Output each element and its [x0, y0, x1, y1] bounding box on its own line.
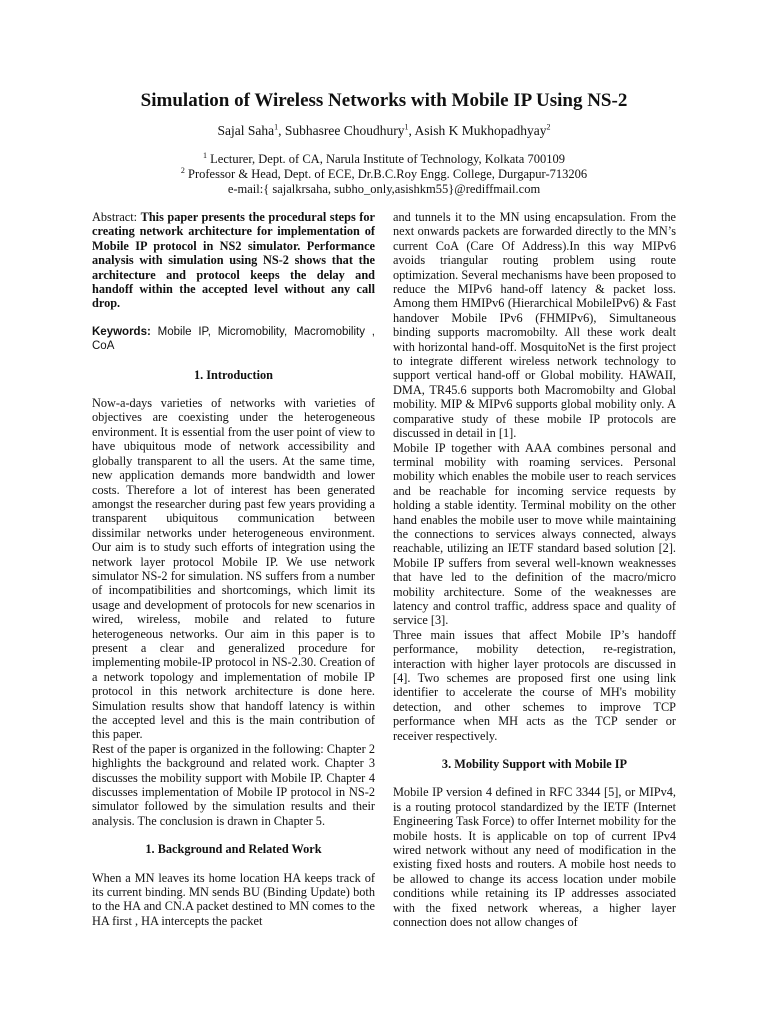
left-column: [92, 210, 375, 1010]
abstract: [92, 210, 375, 311]
author-email: e-mail:{ sajalkrsaha, subho_only,asishkm55}@rediffmail.com: [227, 182, 541, 196]
section-1-paragraph-2: Rest of the paper is organized in the following: Chapter 2 highlights the background and related work. Chapter 3 discusses the mobility support with Mobile IP. Chapter 4 discusses implementation of Mobile IP protocol in NS-2 simulator followed by the simulation results and their analysis. The conclusion is drawn in Chapter 5.: [92, 741, 375, 828]
abstract-text: This paper presents the procedural steps for creating network architecture for implementation of Mobile IP protocol in NS2 simulator. Performance analysis with simulation using NS-2 shows that the architecture and protocol keeps the delay and handoff within the accepted level without any call drop.: [92, 210, 375, 311]
right-column: [393, 210, 676, 1010]
section-1-paragraph-1: Now-a-days varieties of networks with varieties of objectives are coexisting under the heterogeneous environment. It is essential from the user point of view to have ubiquitous mode of network accessibility and globally transparent to all the users. At the same time, new application demands more bandwidth and lower costs. Therefore a lot of interest has been generated amongst the researcher during past few years providing a transparent ubiquitous communication between dissimilar networks under heterogeneous environment. Our aim is to study such efforts of integration using the network layer protocol Mobile IP. We use network simulator NS-2 for simulation. NS suffers from a number of incompatibilities and shortcomings, which limit its usage and development of protocols for new scenarios in wired, wireless, mobile and related to future heterogeneous networks. Our aim in this paper is to present a clear and generalized procedure for implementing mobile-IP protocol in NS-2.30. Creation of a network topology and implementation of mobile IP protocol in this network architecture is done here. Simulation results show that handoff latency is within the accepted level and this is the main contribution of this paper.: [92, 396, 375, 742]
author-2: Subhasree Choudhury: [284, 123, 405, 138]
author-3-affil-mark: 2: [546, 122, 551, 132]
affiliation-2: [0, 167, 768, 182]
right-paragraph-1: and tunnels it to the MN using encapsulation. From the next onwards packets are forwarded directly to the MN’s current CoA (Care Of Address).In this way MIPv6 avoids triangular routing problem using route optimization. Several mechanisms have been proposed to reduce the MIPv6 hand-off latency & packet loss. Among them HMIPv6 (Hierarchical MobileIPv6) & Fast handover Mobile IPv6 (FHMIPv6), Simultaneous binding supports macromobilty. All these work dealt with horizontal hand-off. MosquitoNet is the first project to integrate different wireless network technology to support vertical hand-off or Global mobility. HAWAII, DMA, TR45.6 supports both Macromobilty and Global mobility. MIP & MIPv6 supports global mobility only. A comparative study of these mobile IP protocols are discussed in detail in [1].: [393, 210, 676, 441]
right-paragraph-3: Three main issues that affect Mobile IP’s handoff performance, mobility detection, re-registration, interaction with higher layer protocols are discussed in [4]. Two schemes are proposed first one using link identifier to accelerate the course of MH's mobility detection, and other schemes to improve TCP performance when MH acts as the TCP sender or receiver respectively.: [393, 627, 676, 743]
keywords-text: Mobile IP, Micromobility, Macromobility , CoA: [92, 325, 375, 353]
abstract-label: Abstract:: [92, 210, 138, 224]
section-2-heading: 1. Background and Related Work: [145, 842, 322, 857]
affiliation-2-mark: 2: [180, 165, 185, 175]
affiliations: [0, 152, 768, 197]
affiliation-1-text: Lecturer, Dept. of CA, Narula Institute of Technology, Kolkata 700109: [210, 152, 565, 166]
affiliation-1: [0, 152, 768, 167]
keywords: [92, 325, 375, 354]
author-3: Asish K Mukhopadhyay: [414, 123, 547, 138]
section-2-paragraph-1: When a MN leaves its home location HA keeps track of its current binding. MN sends BU (Binding Update) both to the HA and CN.A packet destined to MN comes to the HA first , HA intercepts the packet: [92, 870, 375, 928]
section-3-heading: 3. Mobility Support with Mobile IP: [441, 757, 628, 772]
author-1-affil-mark: 1: [274, 122, 279, 132]
author-list: Sajal Saha$^1$, Subhasree Choudhury$^1$, Asish K Mukhopadhyay$^2$: [217, 122, 551, 138]
section-1-heading: 1. Introduction: [193, 367, 274, 382]
paper-title: Simulation of Wireless Networks with Mobile IP Using NS-2: [140, 90, 628, 111]
right-paragraph-2: Mobile IP together with AAA combines personal and terminal mobility with roaming services. Personal mobility which enables the mobile user to reach services and be reachable for incoming service requests by holding a stable identity. Terminal mobility on the other hand enables the mobile user to move while maintaining the connections to services always connected, always reachable, utilizing an IETF standard based solution [2]. Mobile IP suffers from several well-known weaknesses that have led to the definition of the macro/micro mobility architecture. Some of the weaknesses are latency and control traffic, address space and quality of service [3].: [393, 440, 676, 628]
affiliation-2-text: Professor & Head, Dept. of ECE, Dr.B.C.Roy Engg. College, Durgapur-713206: [188, 167, 588, 181]
affiliation-1-mark: 1: [203, 150, 208, 160]
section-3-paragraph-1: Mobile IP version 4 defined in RFC 3344 [5], or MIPv4, is a routing protocol standardized by the IETF (Internet Engineering Task Force) to offer Internet mobility for the mobile hosts. It is applicable on top of current IPv4 wired network without any need of modification in the existing fixed hosts and routers. A mobile host needs to be allowed to change its access location under mobile conditions while retaining its IP addresses associated with the fixed network whereas, a higher layer connection does not allow changes of: [393, 785, 676, 930]
author-2-affil-mark: 1: [404, 122, 409, 132]
author-1: Sajal Saha: [217, 123, 275, 138]
keywords-label: Keywords:: [92, 325, 151, 338]
